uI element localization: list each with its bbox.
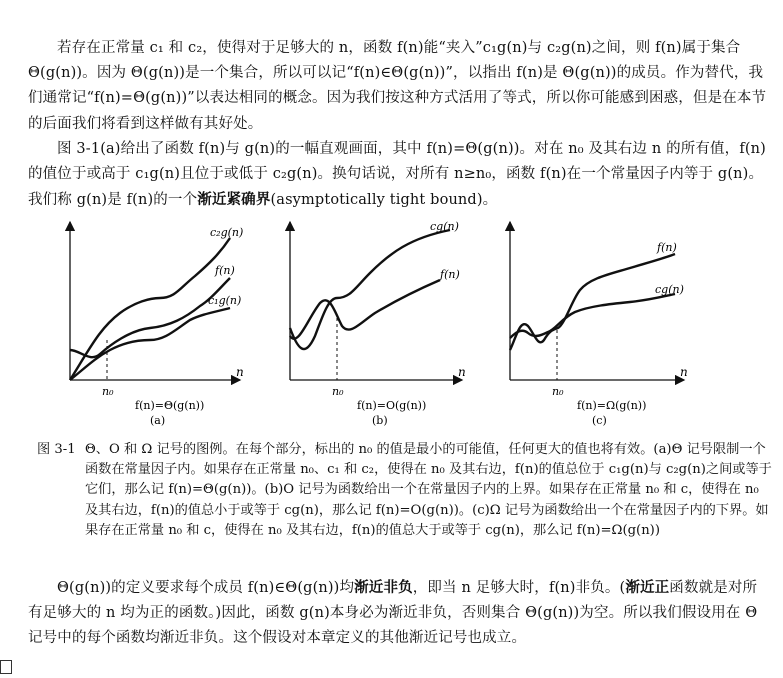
panel-c-cg-curve: [510, 294, 675, 338]
paragraph-1-text: 若存在正常量 c₁ 和 c₂，使得对于足够大的 n，函数 f(n)能“夹入”c₁g(n)与 c₂g(n)之间，则 f(n)属于集合 Θ(g(n))。因为 Θ(g(n))是一个集合，所以可以记“f(n)∈Θ(g(n))”，以指出 f(n)是 Θ(g(n))的成员。作为替代，我们通常记“f(n)=Θ(g(n))”以表达相同的概念。因为我们按这种方式活用了等式，所以你可能感到困惑，但是在本节的后面我们将看到这样做有其好处。: [28, 40, 767, 132]
paragraph-theta-definition: [28, 36, 768, 137]
paragraph-figure-explanation: [28, 137, 768, 214]
panel-b-cg-curve: [290, 230, 450, 349]
paragraph-3-text-a: Θ(g(n))的定义要求每个成员 f(n)∈Θ(g(n))均: [57, 580, 355, 596]
panel-c-n-label: n: [680, 365, 688, 379]
caption-text: Θ、O 和 Ω 记号的图例。在每个部分，标出的 n₀ 的值是最小的可能值，任何更大的值也将有效。(a)Θ 记号限制一个函数在常量因子内。如果存在正常量 n₀、c₁ 和 c₂，使得在 n₀ 及其右边，f(n)的值总位于 c₁g(n)与 c₂g(n)之间或等于它们，那么记 f(n)=Θ(g(n))。(b)O 记号为函数给出一个在常量因子内的上界。如果存在正常量 n₀ 和 c，使得在 n₀ 及其右边，f(n)的值总小于或等于 cg(n)，那么记 f(n)=O(g(n))。(c)Ω 记号为函数给出一个在常量因子内的下界。如果存在正常量 n₀ 和 c，使得在 n₀ 及其右边，f(n)的值总大于或等于 cg(n)，那么记 f(n)=Ω(g(n)): [85, 442, 772, 538]
paragraph-2-text-a: 图 3-1(a)给出了函数 f(n)与 g(n)的一幅直观画面，其中 f(n)=Θ(g(n))。对在 n₀ 及其右边 n 的所有值，f(n)的值位于或高于 c₁g(n)且位于或低于 c₂g(n)。换句话说，对所有 n≥n₀，函数 f(n)在一个常量因子内等于 g(n)。我们称 g(n)是 f(n)的一个: [28, 141, 766, 209]
caption-label: 图 3-1: [37, 442, 76, 457]
panel-b-label-f: f(n): [440, 268, 460, 281]
figure-3-1-graphs: [50, 218, 780, 438]
panel-a-c2g-curve: [70, 238, 230, 380]
paragraph-2-text-b: (asymptotically tight bound)。: [270, 192, 498, 209]
panel-b-formula: f(n)=O(g(n)): [357, 399, 427, 412]
paragraph-3-text-b: ，即当 n 足够大时，f(n)非负。(: [412, 580, 626, 596]
panel-b-sub: (b): [372, 414, 388, 427]
panel-c-n0-label: n₀: [552, 385, 564, 398]
panel-c: [510, 222, 688, 427]
panel-c-label-cg: cg(n): [655, 283, 684, 296]
panel-a-f-curve: [70, 278, 230, 357]
panel-b-label-cg: cg(n): [430, 220, 459, 233]
margin-box-marker: [0, 660, 12, 674]
panel-a-label-c1g: c₁g(n): [208, 294, 242, 307]
figure-3-1: [50, 218, 780, 438]
panel-a-label-f: f(n): [215, 264, 235, 277]
term-asymptotically-tight-bound: 渐近紧确界: [197, 191, 271, 209]
panel-a: [70, 222, 244, 427]
panel-b: [290, 220, 466, 427]
panel-c-formula: f(n)=Ω(g(n)): [577, 399, 647, 412]
panel-a-formula: f(n)=Θ(g(n)): [135, 399, 205, 412]
panel-a-sub: (a): [150, 414, 166, 427]
panel-a-n-label: n: [236, 365, 244, 379]
panel-b-f-curve: [290, 280, 440, 339]
paragraph-3-text-c: 函数就是对所有足够大的 n 均为正的函数。)因此，函数 g(n)本身必为渐近非负，否则集合 Θ(g(n))为空。所以我们假设用在 Θ 记号中的每个函数均渐近非负。这个假设对本章定义的其他渐近记号也成立。: [28, 580, 758, 647]
term-asymptotically-positive: 渐近正: [625, 579, 670, 596]
panel-c-label-f: f(n): [657, 241, 677, 254]
paragraph-asymptotically-nonnegative: [28, 575, 768, 652]
term-asymptotically-nonnegative: 渐近非负: [354, 579, 413, 596]
panel-c-sub: (c): [592, 414, 607, 427]
panel-b-n0-label: n₀: [332, 385, 344, 398]
panel-a-label-c2g: c₂g(n): [210, 226, 244, 239]
panel-b-n-label: n: [458, 365, 466, 379]
panel-a-c1g-curve: [70, 308, 230, 380]
panel-a-n0-label: n₀: [102, 385, 114, 398]
